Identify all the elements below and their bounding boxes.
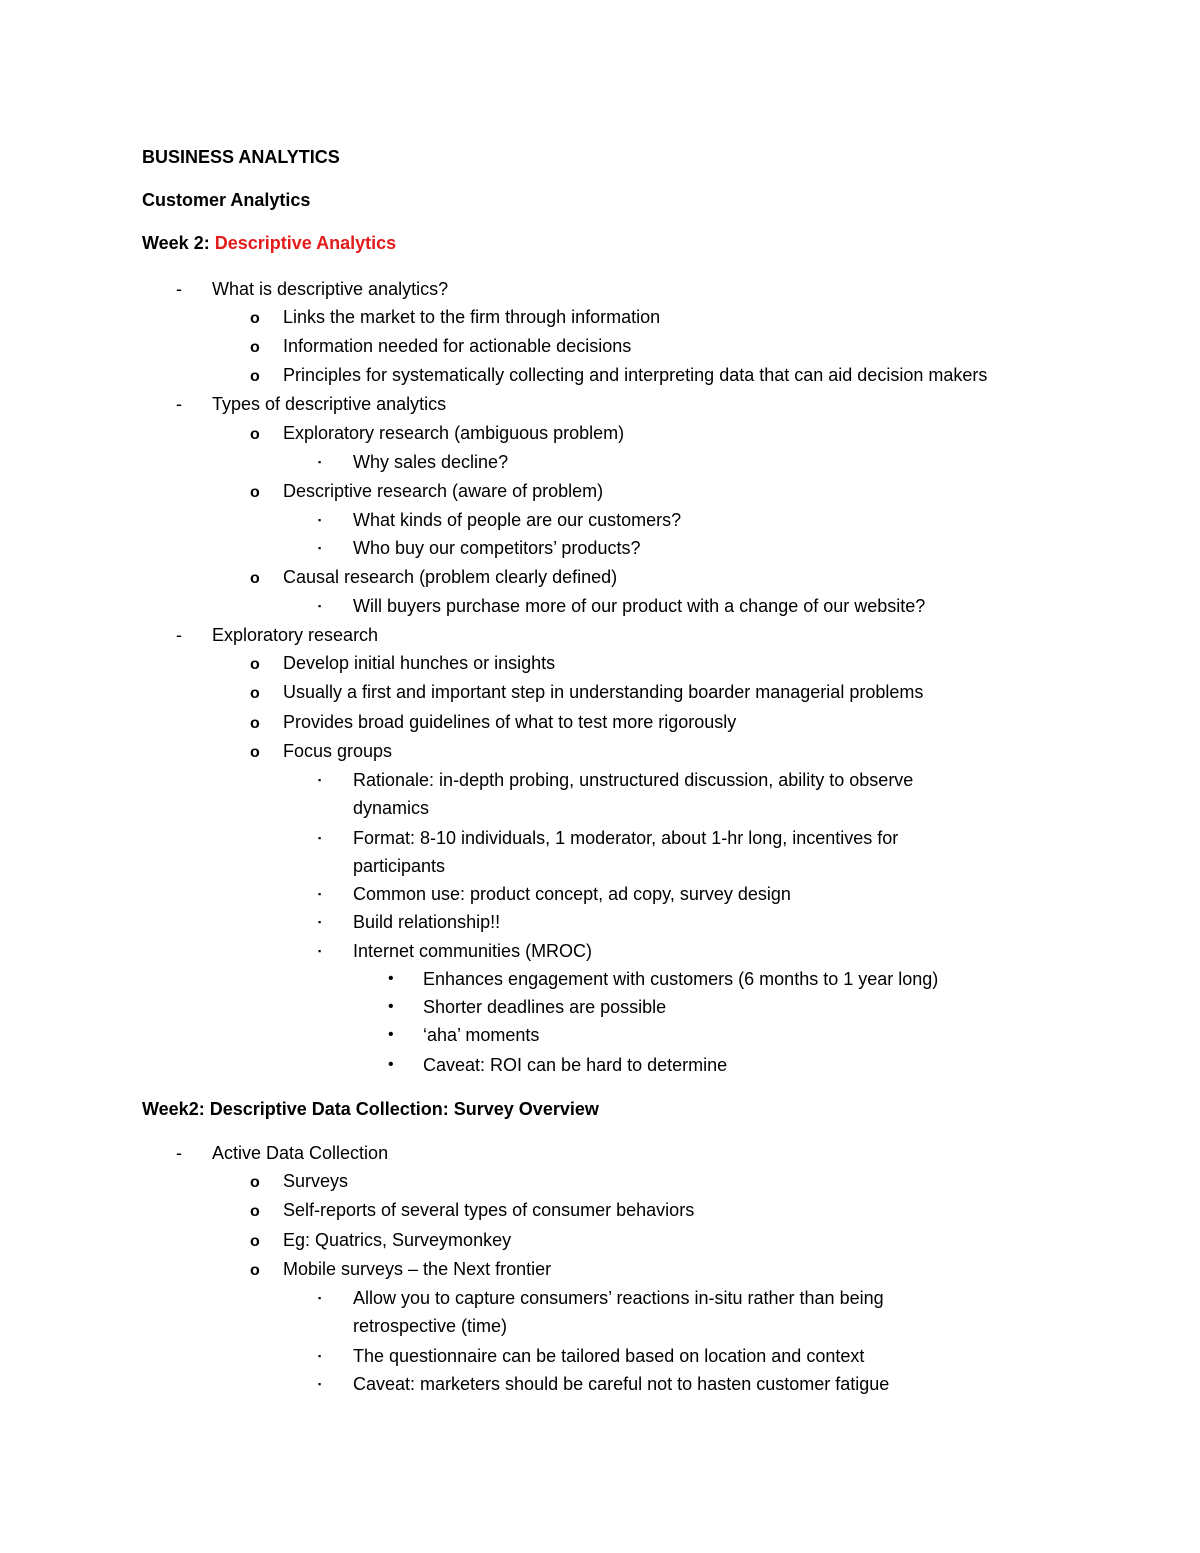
square-marker: ▪ <box>318 543 322 553</box>
list-item: Surveys <box>283 1171 349 1191</box>
square-marker: ▪ <box>318 515 322 525</box>
list-item: Exploratory research <box>212 625 379 645</box>
list-item: The questionnaire can be tailored based on location and context <box>353 1346 865 1366</box>
list-item: Information needed for actionable decisions <box>283 336 632 356</box>
list-item: Usually a first and important step in understanding boarder managerial problems <box>283 682 924 702</box>
list-item: Who buy our competitors’ products? <box>353 538 641 558</box>
square-marker: ▪ <box>318 1379 322 1389</box>
square-marker: ▪ <box>318 917 322 927</box>
list-item: Provides broad guidelines of what to test more rigorously <box>283 712 737 732</box>
list-item: What is descriptive analytics? <box>212 279 449 299</box>
circle-marker: o <box>250 1174 260 1191</box>
list-item: Causal research (problem clearly defined) <box>283 567 618 587</box>
list-item-continuation: participants <box>353 856 446 876</box>
dash-marker: - <box>176 279 182 299</box>
list-item: Develop initial hunches or insights <box>283 653 556 673</box>
square-marker: ▪ <box>318 833 322 843</box>
circle-marker: o <box>250 310 260 327</box>
list-item: Common use: product concept, ad copy, survey design <box>353 884 791 904</box>
list-item-continuation: retrospective (time) <box>353 1316 508 1336</box>
list-item: Build relationship!! <box>353 912 501 932</box>
list-item-continuation: dynamics <box>353 798 430 818</box>
dash-marker: - <box>176 625 182 645</box>
circle-marker: o <box>250 685 260 702</box>
circle-marker: o <box>250 426 260 443</box>
circle-marker: o <box>250 1233 260 1250</box>
circle-marker: o <box>250 368 260 385</box>
square-marker: ▪ <box>318 775 322 785</box>
list-item: Shorter deadlines are possible <box>423 997 667 1017</box>
bullet-marker: • <box>388 1026 394 1043</box>
list-item: What kinds of people are our customers? <box>353 510 682 530</box>
list-item: Active Data Collection <box>212 1143 389 1163</box>
circle-marker: o <box>250 715 260 732</box>
circle-marker: o <box>250 570 260 587</box>
list-item: ‘aha’ moments <box>423 1025 540 1045</box>
document-title: BUSINESS ANALYTICS <box>142 147 340 167</box>
list-item: Self-reports of several types of consumer behaviors <box>283 1200 695 1220</box>
document-subtitle: Customer Analytics <box>142 190 311 210</box>
list-item: Caveat: marketers should be careful not to hasten customer fatigue <box>353 1374 890 1394</box>
bullet-marker: • <box>388 970 394 987</box>
square-marker: ▪ <box>318 946 322 956</box>
list-item: Internet communities (MROC) <box>353 941 593 961</box>
list-item: Format: 8-10 individuals, 1 moderator, about 1-hr long, incentives for <box>353 828 899 848</box>
section-heading-highlight: Descriptive Analytics <box>214 233 397 253</box>
square-marker: ▪ <box>318 601 322 611</box>
square-marker: ▪ <box>318 1293 322 1303</box>
dash-marker: - <box>176 1143 182 1163</box>
list-item: Descriptive research (aware of problem) <box>283 481 604 501</box>
circle-marker: o <box>250 744 260 761</box>
bullet-marker: • <box>388 998 394 1015</box>
section-heading-survey-overview: Week2: Descriptive Data Collection: Survey Overview <box>142 1099 599 1119</box>
list-item: Principles for systematically collecting and interpreting data that can aid decision makers <box>283 365 988 385</box>
list-item: Links the market to the firm through information <box>283 307 661 327</box>
list-item: Will buyers purchase more of our product with a change of our website? <box>353 596 926 616</box>
circle-marker: o <box>250 339 260 356</box>
list-item: Rationale: in-depth probing, unstructured discussion, ability to observe <box>353 770 914 790</box>
dash-marker: - <box>176 394 182 414</box>
list-item: Types of descriptive analytics <box>212 394 447 414</box>
circle-marker: o <box>250 1203 260 1220</box>
circle-marker: o <box>250 484 260 501</box>
list-item: Eg: Quatrics, Surveymonkey <box>283 1230 512 1250</box>
square-marker: ▪ <box>318 889 322 899</box>
list-item: Why sales decline? <box>353 452 509 472</box>
square-marker: ▪ <box>318 1351 322 1361</box>
circle-marker: o <box>250 656 260 673</box>
list-item: Exploratory research (ambiguous problem) <box>283 423 625 443</box>
list-item: Focus groups <box>283 741 393 761</box>
list-item: Mobile surveys – the Next frontier <box>283 1259 552 1279</box>
bullet-marker: • <box>388 1056 394 1073</box>
list-item: Enhances engagement with customers (6 months to 1 year long) <box>423 969 939 989</box>
list-item: Allow you to capture consumers’ reactions in-situ rather than being <box>353 1288 884 1308</box>
square-marker: ▪ <box>318 457 322 467</box>
circle-marker: o <box>250 1262 260 1279</box>
section-heading-week2 <box>142 232 396 254</box>
list-item: Caveat: ROI can be hard to determine <box>423 1055 728 1075</box>
section-heading-prefix: Week 2: <box>142 233 215 253</box>
